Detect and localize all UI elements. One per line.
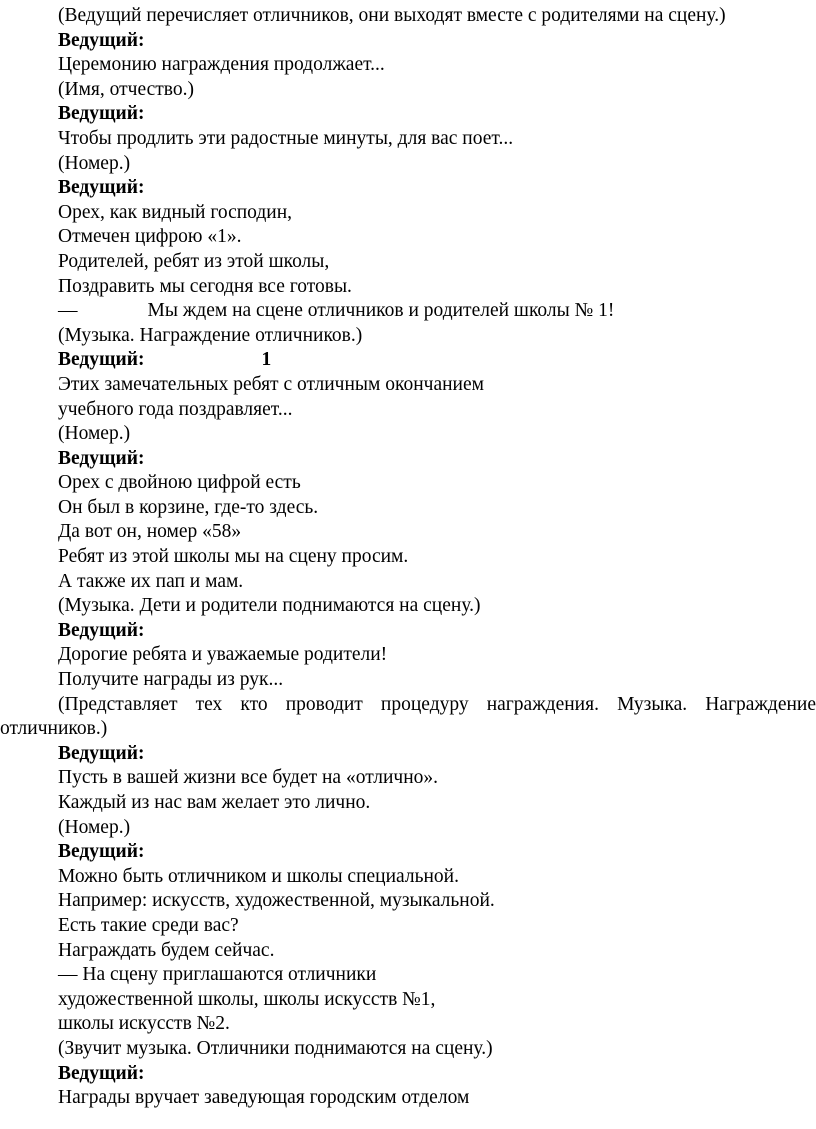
text-line: Награды вручает заведующая городским отделом bbox=[58, 1087, 470, 1109]
dash-text: Мы ждем на сцене отличников и родителей школы № 1! bbox=[147, 300, 615, 322]
stage-direction: (Музыка. Награждение отличников.) bbox=[58, 324, 363, 346]
verse-line: Каждый из нас вам желает это лично. bbox=[58, 792, 371, 813]
verse-line: А также их пап и мам. bbox=[58, 570, 244, 592]
verse-line: Он был в корзине, где-то здесь. bbox=[58, 496, 319, 518]
text-line: Дорогие ребята и уважаемые родители! bbox=[58, 644, 388, 666]
verse-line: Отмечен цифрою «1». bbox=[58, 226, 242, 248]
stage-direction: (Номер.) bbox=[58, 423, 131, 445]
text-line: Этих замечательных ребят с отличным окончанием bbox=[58, 373, 484, 395]
speaker-label: Ведущий: bbox=[58, 619, 145, 641]
stage-direction: (Номер.) bbox=[58, 816, 131, 838]
text-line: учебного года поздравляет... bbox=[58, 398, 293, 420]
dash-line bbox=[0, 299, 816, 324]
document-page bbox=[0, 4, 816, 1111]
stage-direction: (Музыка. Дети и родители поднимаются на сцену.) bbox=[58, 595, 481, 617]
verse-line: Орех с двойною цифрой есть bbox=[58, 472, 301, 494]
speaker-number: 1 bbox=[261, 349, 272, 371]
text-line: школы искусств №2. bbox=[58, 1013, 230, 1035]
stage-direction-wrapped: (Представляет тех кто проводит процедуру награждения. Музыка. Награждение отличников.) bbox=[0, 693, 816, 740]
verse-line: Пусть в вашей жизни все будет на «отлично». bbox=[58, 767, 439, 789]
text-line: художественной школы, школы искусств №1, bbox=[58, 988, 436, 1010]
verse-line: Ребят из этой школы мы на сцену просим. bbox=[58, 546, 409, 568]
speaker-label: Ведущий: bbox=[58, 349, 145, 371]
text-line: Церемонию награждения продолжает... bbox=[58, 54, 385, 76]
verse-line: Например: искусств, художественной, музыкальной. bbox=[58, 890, 495, 912]
speaker-label: Ведущий: bbox=[58, 177, 145, 199]
stage-direction: (Звучит музыка. Отличники поднимаются на сцену.) bbox=[58, 1037, 493, 1059]
verse-line: Да вот он, номер «58» bbox=[58, 521, 242, 543]
stage-direction: (Номер.) bbox=[58, 152, 131, 174]
speaker-label: Ведущий: bbox=[58, 447, 145, 469]
verse-line: Награждать будем сейчас. bbox=[58, 939, 275, 961]
speaker-label: Ведущий: bbox=[58, 1062, 145, 1084]
verse-line: Есть такие среди вас? bbox=[58, 914, 239, 936]
text-line: Чтобы продлить эти радостные минуты, для вас поет... bbox=[58, 127, 514, 149]
verse-line: Родителей, ребят из этой школы, bbox=[58, 250, 330, 272]
verse-line: Орех, как видный господин, bbox=[58, 201, 293, 223]
speaker-label-numbered bbox=[0, 348, 816, 373]
speaker-label: Ведущий: bbox=[58, 103, 145, 125]
speaker-label: Ведущий: bbox=[58, 742, 145, 764]
speaker-label: Ведущий: bbox=[58, 841, 145, 863]
verse-line: Поздравить мы сегодня все готовы. bbox=[58, 275, 352, 297]
stage-direction: (Имя, отчество.) bbox=[58, 78, 194, 100]
text-line: Получите награды из рук... bbox=[58, 669, 284, 691]
verse-line: Можно быть отличником и школы специальной. bbox=[58, 865, 459, 887]
stage-direction: (Ведущий перечисляет отличников, они выходят вместе с родителями на сцену.) bbox=[58, 5, 726, 26]
dash-mark: — bbox=[58, 300, 78, 322]
speaker-label: Ведущий: bbox=[58, 29, 145, 51]
text-line: — На сцену приглашаются отличники bbox=[58, 964, 377, 986]
